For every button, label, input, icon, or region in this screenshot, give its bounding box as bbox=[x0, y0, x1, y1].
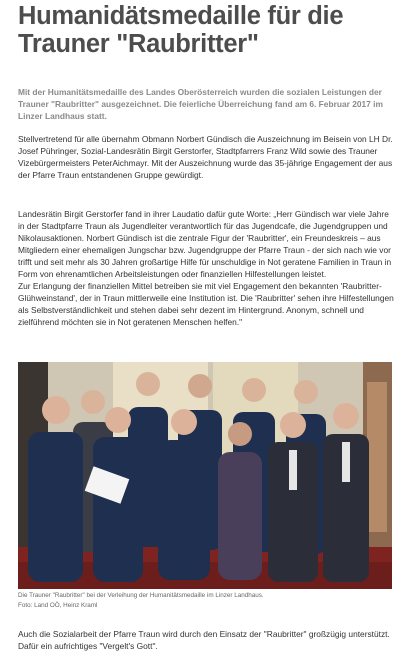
photo-caption bbox=[18, 591, 392, 610]
group-photo bbox=[18, 362, 392, 589]
article-lead: Mit der Humanitätsmedaille des Landes Oberösterreich wurden die sozialen Leistungen der Trauner "Raubritter" ausgezeichnet. Die feierliche Überreichung fand am 6. Februar 2017 im Linzer Landhaus statt. bbox=[18, 87, 383, 121]
caption-text: Die Trauner "Raubritter" bei der Verleihung der Humanitätsmedaille im Linzer Landhaus. bbox=[18, 592, 264, 599]
article-paragraph-3: Auch die Sozialarbeit der Pfarre Traun wird durch den Einsatz der "Raubritter" großzügig unterstützt. Dafür ein aufrichtiges "Vergelt's Gott". bbox=[18, 629, 390, 651]
article-paragraph-1: Stellvertretend für alle übernahm Obmann Norbert Gündisch die Auszeichnung im Beisein von LH Dr. Josef Pühringer, Sozial-Landesrätin Birgit Gerstorfer, Stadtpfarrers Franz Wild sowie des Trauner Vizebürgermeisters PeterAichmayr. Mit der Auszeichnung wurde das 35-jährige Engagement der aus der Pfarre Traun entstandenen Gruppe gewürdigt. bbox=[18, 134, 393, 180]
article-paragraph-2: Landesrätin Birgit Gerstorfer fand in ihrer Laudatio dafür gute Worte: „Herr Gündisch war viele Jahre in der Stadtpfarre Traun als Jugendleiter verantwortlich für das Jugendcafe, die Jugendgruppen und Nikolausaktionen. Norbert Gündisch ist die zentrale Figur der 'Raubritter', ein Freundeskreis – aus Mitgliedern einer ehemaligen Jungschar bzw. Jugendgruppe der Pfarre Traun - der sich nach wie vor trifft und seit mehr als 30 Jahren großartige Hilfe für unschuldige in Not geratene Familien in Traun in Form von ehrenamtlichen Arbeitsleistungen oder finanziellen Hilfestellungen leistet. Zur Erlangung der finanziellen Mittel betreiben sie mit viel Engagement den bekannten 'Raubritter-Glühweinstand', der in Traun mittlerweile eine Institution ist. Die 'Raubritter' sehen ihre Hilfestellungen als Selbstverständlichkeit und stehen dabei sehr dezent im Hintergrund. Anonym, schnell und zielführend möchten sie in Not geratenen Menschen helfen." bbox=[18, 209, 394, 327]
group-photo-illustration bbox=[18, 362, 392, 589]
photo-credit: Foto: Land OÖ, Heinz Kraml bbox=[18, 601, 98, 609]
article-title: Humanidätsmedaille für die Trauner "Raubritter" bbox=[18, 2, 344, 58]
